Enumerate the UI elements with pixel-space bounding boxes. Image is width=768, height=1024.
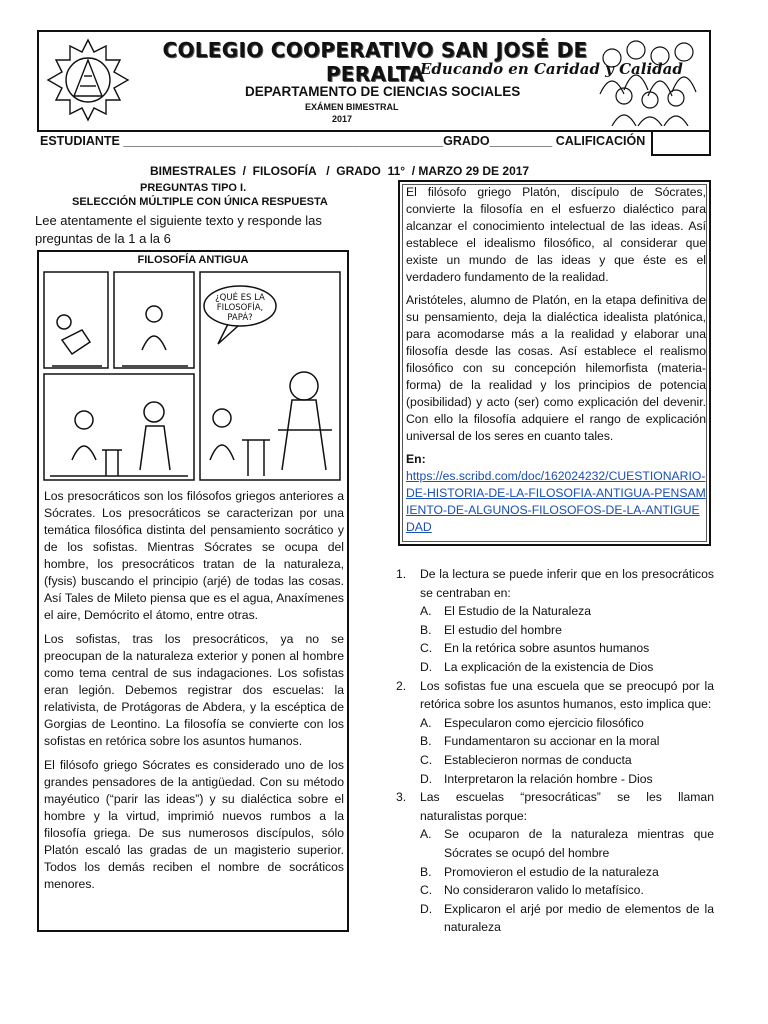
left-reading-text: [44, 488, 344, 900]
right-reading-text: [406, 184, 706, 536]
option-letter: C.: [420, 641, 433, 656]
option[interactable]: [420, 621, 714, 640]
department-title: DEPARTAMENTO DE CIENCIAS SOCIALES: [245, 84, 521, 99]
option-letter: D.: [420, 659, 433, 674]
options-list: [420, 825, 714, 937]
question-1: [396, 565, 714, 677]
option[interactable]: [420, 863, 714, 882]
option-letter: D.: [420, 901, 433, 916]
exam-year: 2017: [332, 114, 353, 124]
header-illustration: [596, 34, 702, 126]
mafalda-comic-strip: [42, 270, 342, 482]
svg-text:¿QUÉ ES LA: ¿QUÉ ES LA: [215, 293, 265, 303]
questions-list: [396, 565, 714, 937]
paragraph: Aristóteles, alumno de Platón, en la etapa definitiva de su pensamiento, deja la dialéctica idealista platónica, para acomodarse más a la realidad y elaborar una filosofía desde las cosas. Así establece el realismo filosófico con su concepción hilemorfista (materia-forma) de la realidad y los principios de potencia (posibilidad) y acto (ser) como explicación del devenir. Con ello la filosofía adquiere el rango de explicación universal de los seres en cuanto tales.: [406, 293, 706, 443]
option-text: Fundamentaron su accionar en la moral: [444, 734, 660, 749]
option-letter: B.: [420, 622, 432, 637]
option[interactable]: [420, 714, 714, 733]
option-letter: A.: [420, 715, 432, 730]
paragraph: El filósofo griego Sócrates es considerado uno de los grandes pensadores de la antigüedad. Con su método mayéutico (“parir las ideas”) y su dialéctica sobre el hombre y la virtud, imprimió nuevos rumbos a la filosofía griega. De sus numerosos discípulos, sólo Platón escaló las gradas de un magisterio superior. Todos los demás reciben el nombre de socráticos menores.: [44, 758, 344, 891]
paragraph: Los presocráticos son los filósofos griegos anteriores a Sócrates. Los presocráticos se caracterizan por una temática filosófica distinta del pensamiento socrático y de los sofistas. Mientras Sócrates se ocupa del hombre, los presocráticos tratan de la naturaleza, (fysis) buscando el principio (arjé) de todas las cosas. Así Tales de Mileto piensa que es el agua, Anaxímenes el aire, Demócrito el átomo, entre otras.: [44, 489, 344, 622]
option-text: Especularon como ejercicio filosófico: [444, 715, 644, 730]
option-letter: A.: [420, 604, 432, 619]
option[interactable]: [420, 881, 714, 900]
question-2: [396, 677, 714, 789]
option-text: Interpretaron la relación hombre - Dios: [444, 771, 653, 786]
question-text: Las escuelas “presocráticas” se les llaman naturalistas porque:: [420, 790, 714, 823]
svg-text:PAPÁ?: PAPÁ?: [227, 313, 253, 323]
option[interactable]: [420, 751, 714, 770]
option-text: La explicación de la existencia de Dios: [444, 659, 654, 674]
option-letter: B.: [420, 864, 432, 879]
option-text: Establecieron normas de conducta: [444, 752, 632, 767]
grade-box[interactable]: [651, 130, 711, 156]
school-logo: [44, 36, 132, 124]
instructions: Lee atentamente el siguiente texto y responde las preguntas de la 1 a la 6: [35, 213, 322, 246]
option[interactable]: [420, 639, 714, 658]
option[interactable]: [420, 900, 714, 937]
option-letter: C.: [420, 883, 433, 898]
student-info-line: ESTUDIANTE ______________________________________________GRADO_________ CALIFICACIÓN: [40, 134, 646, 148]
option-text: Promovieron el estudio de la naturaleza: [444, 864, 659, 879]
course-line: BIMESTRALES / FILOSOFÍA / GRADO 11° / MARZO 29 DE 2017: [150, 164, 530, 178]
question-text: Los sofistas fue una escuela que se preocupó por la retórica sobre los asuntos humanos, esto implica que:: [420, 678, 714, 712]
option-text: En la retórica sobre asuntos humanos: [444, 641, 650, 656]
options-list: [420, 602, 714, 676]
option[interactable]: [420, 732, 714, 751]
paragraph: El filósofo griego Platón, discípulo de Sócrates, convierte la filosofía en el esfuerzo dialéctico para alcanzar el conocimiento intelectual de las ideas. Así establece el idealismo filosófico, al considerar que existe un mundo de las ideas y que éste es el verdadero fundamento de la realidad.: [406, 185, 706, 284]
option-letter: C.: [420, 752, 433, 767]
selection-type: SELECCIÓN MÚLTIPLE CON ÚNICA RESPUESTA: [72, 196, 328, 208]
question-number: 2.: [396, 678, 407, 693]
options-list: [420, 714, 714, 788]
option-text: El Estudio de la Naturaleza: [444, 604, 592, 619]
option-text: Se ocuparon de la naturaleza mientras que Sócrates se ocupó del hombre: [444, 827, 714, 860]
school-name: COLEGIO COOPERATIVO SAN JOSÉ DE PERALTA: [162, 38, 588, 86]
option-letter: D.: [420, 771, 433, 786]
option[interactable]: [420, 658, 714, 677]
question-text: De la lectura se puede inferir que en los presocráticos se centraban en:: [420, 567, 714, 600]
exam-title: EXÁMEN BIMESTRAL: [305, 102, 399, 112]
question-number: 1.: [396, 567, 407, 581]
option-letter: A.: [420, 827, 432, 842]
option-text: No consideraron valido lo metafísico.: [444, 883, 644, 898]
svg-text:FILOSOFÍA,: FILOSOFÍA,: [216, 303, 264, 313]
question-type: PREGUNTAS TIPO I.: [140, 182, 247, 194]
source-label: En:: [406, 452, 426, 466]
option-letter: B.: [420, 734, 432, 749]
question-3: [396, 788, 714, 937]
option[interactable]: [420, 825, 714, 862]
option[interactable]: [420, 770, 714, 789]
source-link[interactable]: https://es.scribd.com/doc/162024232/CUESTIONARIO-DE-HISTORIA-DE-LA-FILOSOFIA-ANTIGUA-PENSAMIENTO-DE-ALGUNOS-FILOSOFOS-DE-LA-ANTIGUEDAD: [406, 469, 706, 534]
option-text: Explicaron el arjé por medio de elementos de la naturaleza: [444, 901, 714, 935]
question-number: 3.: [396, 790, 407, 805]
reading-title: FILOSOFÍA ANTIGUA: [137, 254, 249, 266]
option-text: El estudio del hombre: [444, 622, 562, 637]
option[interactable]: [420, 602, 714, 621]
paragraph: Los sofistas, tras los presocráticos, ya no se preocupan de la naturaleza exterior y ponen al hombre como tema central de sus indagaciones. Los sofistas eran legión. Debemos registrar dos escuelas: la relativista, de Protágoras de Abdera, y la escéptica de Gorgias de Leontino. La filosofía se convierte con los sofistas en retórica sobre los asuntos humanos.: [44, 632, 344, 748]
school-motto: Educando en Caridad y Calidad: [420, 60, 683, 78]
